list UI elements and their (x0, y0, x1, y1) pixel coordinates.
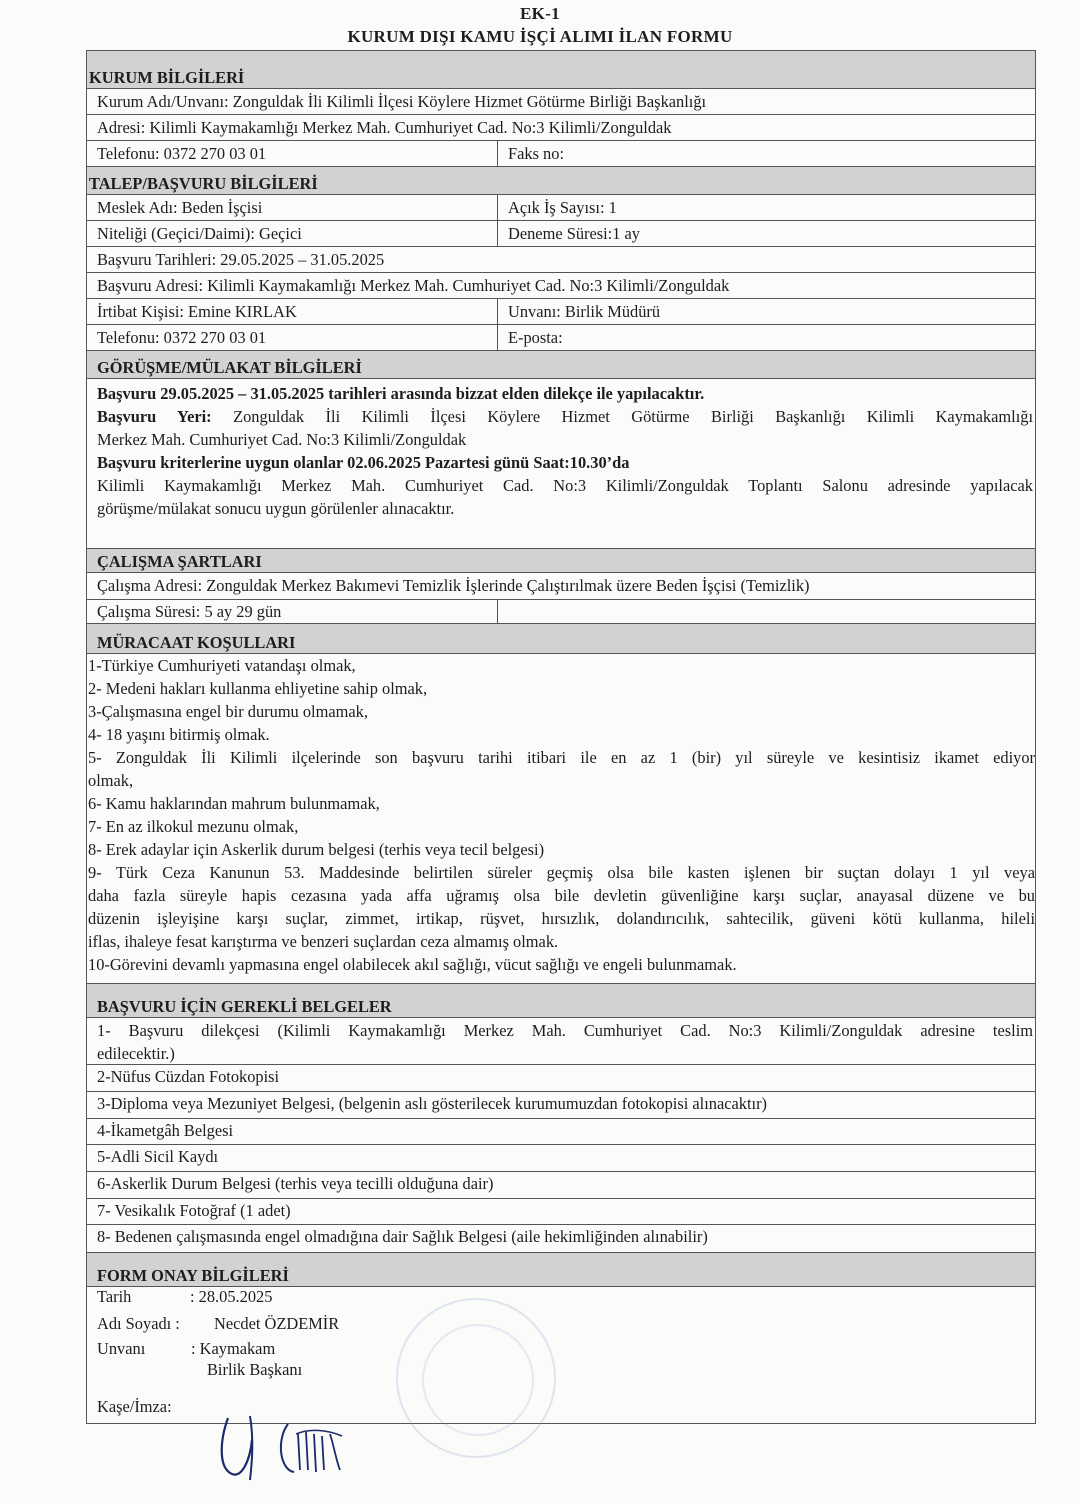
gorusme-yeri-line1: Başvuru Yeri: Zonguldak İli Kilimli İlçesi Köylere Hizmet Götürme Birliği Başkanlığı Kilimli Kaymakamlığı (97, 407, 1033, 426)
gorusme-kriter-line: Başvuru kriterlerine uygun olanlar 02.06.2025 Pazartesi günü Saat:10.30’da (97, 453, 630, 472)
unvan-value-1: : Kaymakam (191, 1339, 276, 1358)
tarih-label: Tarih (97, 1287, 132, 1306)
section-header-muracaat: MÜRACAAT KOŞULLARI (87, 624, 1035, 654)
form-table (86, 50, 1036, 1424)
section-header-talep: TALEP/BAŞVURU BİLGİLERİ (87, 167, 1035, 195)
adsoyad-value: Necdet ÖZDEMİR (214, 1314, 340, 1333)
signature (210, 1410, 370, 1490)
gorusme-basvuru-line: Başvuru 29.05.2025 – 31.05.2025 tarihleri arasında bizzat elden dilekçe ile yapılacaktır. (97, 384, 705, 403)
meslek-adi: Meslek Adı: Beden İşçisi (97, 197, 263, 217)
belge-item: 8- Bedenen çalışmasında engel olmadığına dair Sağlık Belgesi (aile hekimliğinden alınabilir) (87, 1225, 1035, 1253)
belge-item-1: 1- Başvuru dilekçesi (Kilimli Kaymakamlığı Merkez Mah. Cumhuriyet Cad. No:3 Kilimli/Zonguldak adresine teslim edilecektir.) (87, 1018, 1035, 1065)
calisma-suresi: Çalışma Süresi: 5 ay 29 gün (97, 601, 282, 621)
list-item: 10-Görevini devamlı yapmasına engel olabilecek akıl sağlığı, vücut sağlığı ve engeli bulunmamak. (88, 955, 737, 974)
belge-item: 2-Nüfus Cüzdan Fotokopisi (87, 1065, 1035, 1092)
tarih-value: : 28.05.2025 (190, 1287, 273, 1306)
talep-meslek-row (87, 195, 1035, 221)
talep-telefon-row (87, 325, 1035, 351)
irtibat-unvani: Unvanı: Birlik Müdürü (508, 301, 661, 321)
belge-item: 6-Askerlik Durum Belgesi (terhis veya tecilli olduğuna dair) (87, 1172, 1035, 1199)
belge-item: 3-Diploma veya Mezuniyet Belgesi, (belgenin aslı gösterilecek kurumumuzdan fotokopisi alınacaktır) (87, 1092, 1035, 1119)
section-header-onay: FORM ONAY BİLGİLERİ (87, 1253, 1035, 1287)
basvuru-adresi-row (87, 273, 1035, 299)
basvuru-tarihleri: Başvuru Tarihleri: 29.05.2025 – 31.05.2025 (97, 249, 385, 269)
section-header-gorusme: GÖRÜŞME/MÜLAKAT BİLGİLERİ (87, 351, 1035, 379)
kurum-faks: Faks no: (508, 143, 565, 163)
list-item: 3-Çalışmasına engel bir durumu olmamak, (88, 702, 368, 721)
calisma-saatleri (498, 602, 508, 621)
muracaat-list (87, 654, 1035, 984)
calisma-sure-row (87, 600, 1035, 624)
basvuru-tarihleri-row (87, 247, 1035, 273)
niteligi: Niteliği (Geçici/Daimi): Geçici (97, 223, 302, 243)
unvan-value-2: Birlik Başkanı (207, 1360, 303, 1379)
talep-eposta: E-posta: (508, 327, 563, 347)
belge-item: 7- Vesikalık Fotoğraf (1 adet) (87, 1199, 1035, 1225)
list-item: 4- 18 yaşını bitirmiş olmak. (88, 725, 270, 744)
list-item: 1-Türkiye Cumhuriyeti vatandaşı olmak, (88, 656, 356, 675)
list-item: olmak, (88, 771, 134, 790)
list-item: daha fazla süreyle hapis cezasına yada affa uğramış olsa bile devletin güvenliğine karşı suçlar, anayasal düzene ve bu (88, 886, 1035, 905)
document-code: EK-1 (520, 4, 560, 23)
gorusme-yer-line2: görüşme/mülakat sonucu uygun görülenler alınacaktır. (97, 499, 455, 518)
irtibat-row (87, 299, 1035, 325)
talep-telefon: Telefonu: 0372 270 03 01 (97, 327, 267, 347)
irtibat-kisisi: İrtibat Kişisi: Emine KIRLAK (97, 301, 297, 321)
adsoyad-label: Adı Soyadı : (97, 1314, 180, 1333)
list-item: 8- Erek adaylar için Askerlik durum belgesi (terhis veya tecil belgesi) (88, 840, 545, 859)
gorusme-block (87, 379, 1035, 549)
list-item: 5- Zonguldak İli Kilimli ilçelerinde son başvuru tarihi itibari ile en az 1 (bir) yıl süreyle ve kesintisiz ikamet ediyor (88, 748, 1035, 767)
list-item: 7- En az ilkokul mezunu olmak, (88, 817, 299, 836)
talep-nitelik-row (87, 221, 1035, 247)
gorusme-yeri-line2: Merkez Mah. Cumhuriyet Cad. No:3 Kilimli/Zonguldak (97, 430, 467, 449)
deneme-suresi: Deneme Süresi:1 ay (508, 223, 640, 243)
list-item: 9- Türk Ceza Kanunun 53. Maddesinde belirtilen süreler geçmiş olsa bile kasten işlenen bir suçtan dolayı 1 yıl veya (88, 863, 1035, 882)
official-stamp (396, 1298, 556, 1458)
list-item: iflas, ihaleye fesat karıştırma ve benzeri suçlardan ceza almamış olmak. (88, 932, 559, 951)
gorusme-yer-line1: Kilimli Kaymakamlığı Merkez Mah. Cumhuriyet Cad. No:3 Kilimli/Zonguldak Toplantı Salonu adresinde yapılacak (97, 476, 1033, 495)
basvuru-adresi: Başvuru Adresi: Kilimli Kaymakamlığı Merkez Mah. Cumhuriyet Cad. No:3 Kilimli/Zonguldak (97, 275, 730, 295)
kurum-adi-row (87, 89, 1035, 115)
kurum-telefon-row (87, 141, 1035, 167)
belge-item: 5-Adli Sicil Kaydı (87, 1145, 1035, 1172)
kase-imza-label: Kaşe/İmza: (97, 1397, 172, 1416)
list-item: düzenin işleyişine karşı suçlar, zimmet, irtikap, rüşvet, hırsızlık, dolandırıcılık, sahtecilik, güveni kötü kullanma, hileli (88, 909, 1035, 928)
calisma-adres-row (87, 573, 1035, 600)
kurum-telefon: Telefonu: 0372 270 03 01 (97, 143, 267, 163)
unvan-label: Unvanı (97, 1339, 146, 1358)
section-header-belgeler: BAŞVURU İÇİN GEREKLİ BELGELER (87, 984, 1035, 1018)
kurum-adres-row (87, 115, 1035, 141)
calisma-adresi: Çalışma Adresi: Zonguldak Merkez Bakımevi Temizlik İşlerinde Çalıştırılmak üzere Beden İşçisi (Temizlik) (97, 576, 810, 595)
acik-is-sayisi: Açık İş Sayısı: 1 (508, 197, 617, 217)
form-title: KURUM DIŞI KAMU İŞÇİ ALIMI İLAN FORMU (347, 27, 733, 46)
belge-item: 4-İkametgâh Belgesi (87, 1119, 1035, 1145)
section-header-calisma: ÇALIŞMA ŞARTLARI (87, 549, 1035, 573)
kurum-adi: Kurum Adı/Unvanı: Zonguldak İli Kilimli İlçesi Köylere Hizmet Götürme Birliği Başkanlığı (97, 91, 707, 111)
list-item: 2- Medeni hakları kullanma ehliyetine sahip olmak, (88, 679, 428, 698)
section-header-kurum: KURUM BİLGİLERİ (87, 51, 1035, 89)
onay-block (87, 1287, 1035, 1423)
list-item: 6- Kamu haklarından mahrum bulunmamak, (88, 794, 380, 813)
kurum-adres: Adresi: Kilimli Kaymakamlığı Merkez Mah. Cumhuriyet Cad. No:3 Kilimli/Zonguldak (97, 117, 672, 137)
